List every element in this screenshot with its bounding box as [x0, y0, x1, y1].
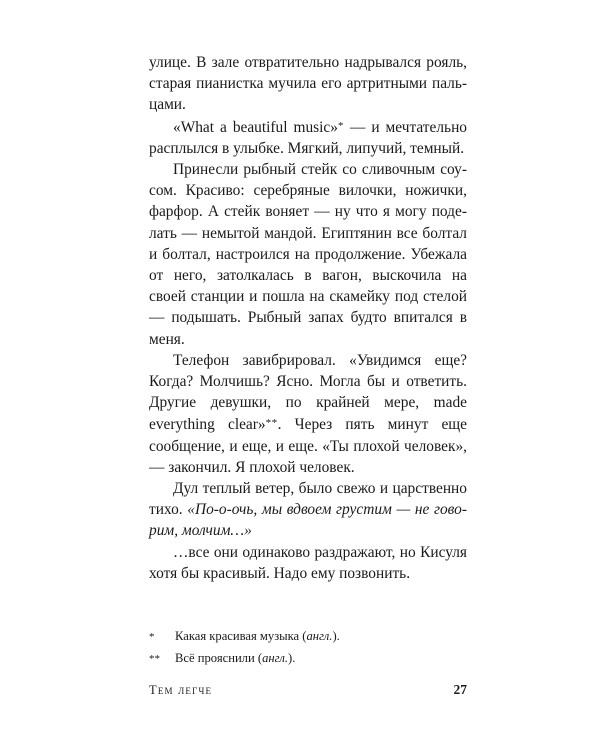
footnote-tail: ).: [288, 651, 296, 665]
paragraph-5-text: Дул теплый ветер, было свежо и царственно тихо.: [149, 480, 467, 519]
paragraph-2-text: «What a beautiful music»: [173, 118, 338, 136]
paragraph-6: …все они одинаково раздражают, но Кисуля хотя бы красивый. Надо ему позвонить.: [149, 543, 467, 582]
footnote-language: англ.: [306, 629, 333, 643]
running-head-initial: Т: [149, 683, 158, 697]
footnote-translation: Всё прояснили (: [175, 651, 263, 665]
paragraph-5-song-quote: «По-о-очь, мы вдвоем грустим — не говорим, молчим…»: [149, 501, 467, 540]
footnote-language: англ.: [262, 651, 288, 665]
footnote-text: [175, 648, 295, 669]
footnote-ref-2: **: [265, 417, 278, 430]
main-text: [149, 52, 467, 584]
paragraph-4-rest: . Через пять минут еще сообщение, и еще, и еще. «Ты плохой человек», — закончил. Я плохой человек.: [149, 416, 467, 476]
footnote-ref-1: *: [337, 119, 344, 132]
paragraph-4: [149, 350, 467, 478]
footnote-1: [149, 626, 467, 648]
paragraph-3: Принесли рыбный стейк со сливочным соусом. Красиво: серебряные вилочки, ножички, фарфор. А стейк воняет — ну что я могу поделать — немытой мандой. Египтянин все болтал и болтал, настроился на продолжение. Убежала от него, затолкалась в вагон, выскочила на своей станции и пошла на скамейку под стелой — подышать. Рыбный запах будто впитался в меня.: [149, 161, 467, 348]
footnote-marker: *: [149, 631, 155, 643]
footnote-text: [175, 626, 340, 647]
paragraph-2: [149, 116, 467, 159]
footnote-tail: ).: [332, 629, 340, 643]
footnote-translation: Какая красивая музыка (: [175, 629, 307, 643]
footnotes: [149, 626, 467, 670]
page-number: 27: [453, 682, 467, 697]
running-head: [149, 683, 212, 698]
footnote-2: [149, 648, 467, 670]
running-head-title: ем легче: [157, 683, 213, 697]
paragraph-5: [149, 478, 467, 542]
paragraph-4-text: Телефон завибрировал. «Увидимся еще? Когда? Молчишь? Ясно. Могла бы и ответить. Другие девушки, по крайней мере, made everything clear»: [149, 351, 467, 434]
footnote-marker: **: [149, 653, 160, 665]
paragraph-1: улице. В зале отвратительно надрывался рояль, старая пианистка мучила его артритными пальцами.: [149, 54, 467, 114]
paragraph-2-rest: — и мечтательно расплылся в улыбке. Мягкий, липучий, темный.: [149, 118, 467, 157]
